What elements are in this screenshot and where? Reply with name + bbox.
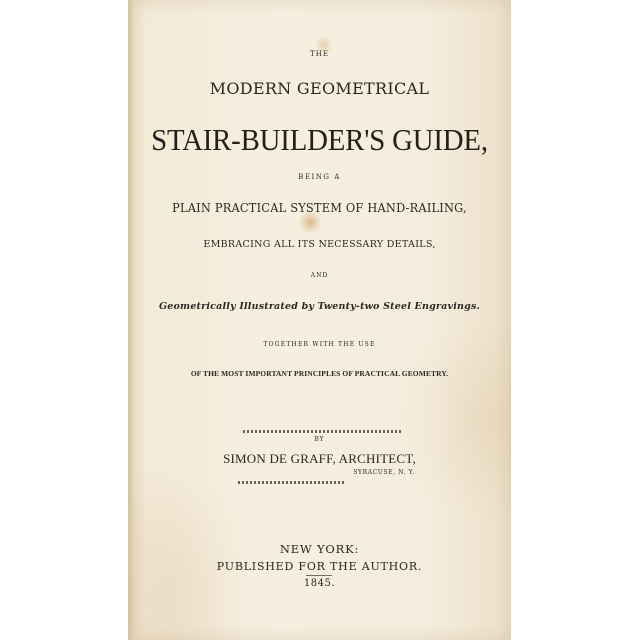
imprint-city: NEW YORK: [279, 542, 360, 556]
author-name: SIMON DE GRAFF, ARCHITECT, [223, 451, 416, 466]
subtitle-plain-practical: PLAIN PRACTICAL SYSTEM OF HAND-RAILING, [172, 201, 467, 215]
subtitle-and: AND [310, 272, 329, 279]
byline-by: BY [314, 436, 325, 443]
title-the: THE [310, 50, 329, 58]
subtitle-being: BEING A [298, 173, 341, 181]
subtitle-illustrated: Geometrically Illustrated by Twenty-two Steel Engravings. [158, 301, 481, 312]
author-city: SYRACUSE, N. Y. [353, 469, 415, 476]
title-modern-geometrical: MODERN GEOMETRICAL [209, 79, 430, 98]
subtitle-embracing: EMBRACING ALL ITS NECESSARY DETAILS, [203, 239, 436, 250]
imprint-rule [306, 575, 332, 576]
main-title: STAIR-BUILDER'S GUIDE, [151, 122, 488, 157]
subtitle-principles: OF THE MOST IMPORTANT PRINCIPLES OF PRACTICAL GEOMETRY. [190, 369, 449, 378]
ornamental-rule-top [243, 430, 403, 433]
ornamental-rule-bottom [238, 481, 346, 484]
subtitle-together: TOGETHER WITH THE USE [263, 341, 376, 348]
imprint-publisher: PUBLISHED FOR THE AUTHOR. [216, 560, 423, 573]
title-page [128, 0, 511, 640]
imprint-year: 1845. [303, 578, 336, 589]
